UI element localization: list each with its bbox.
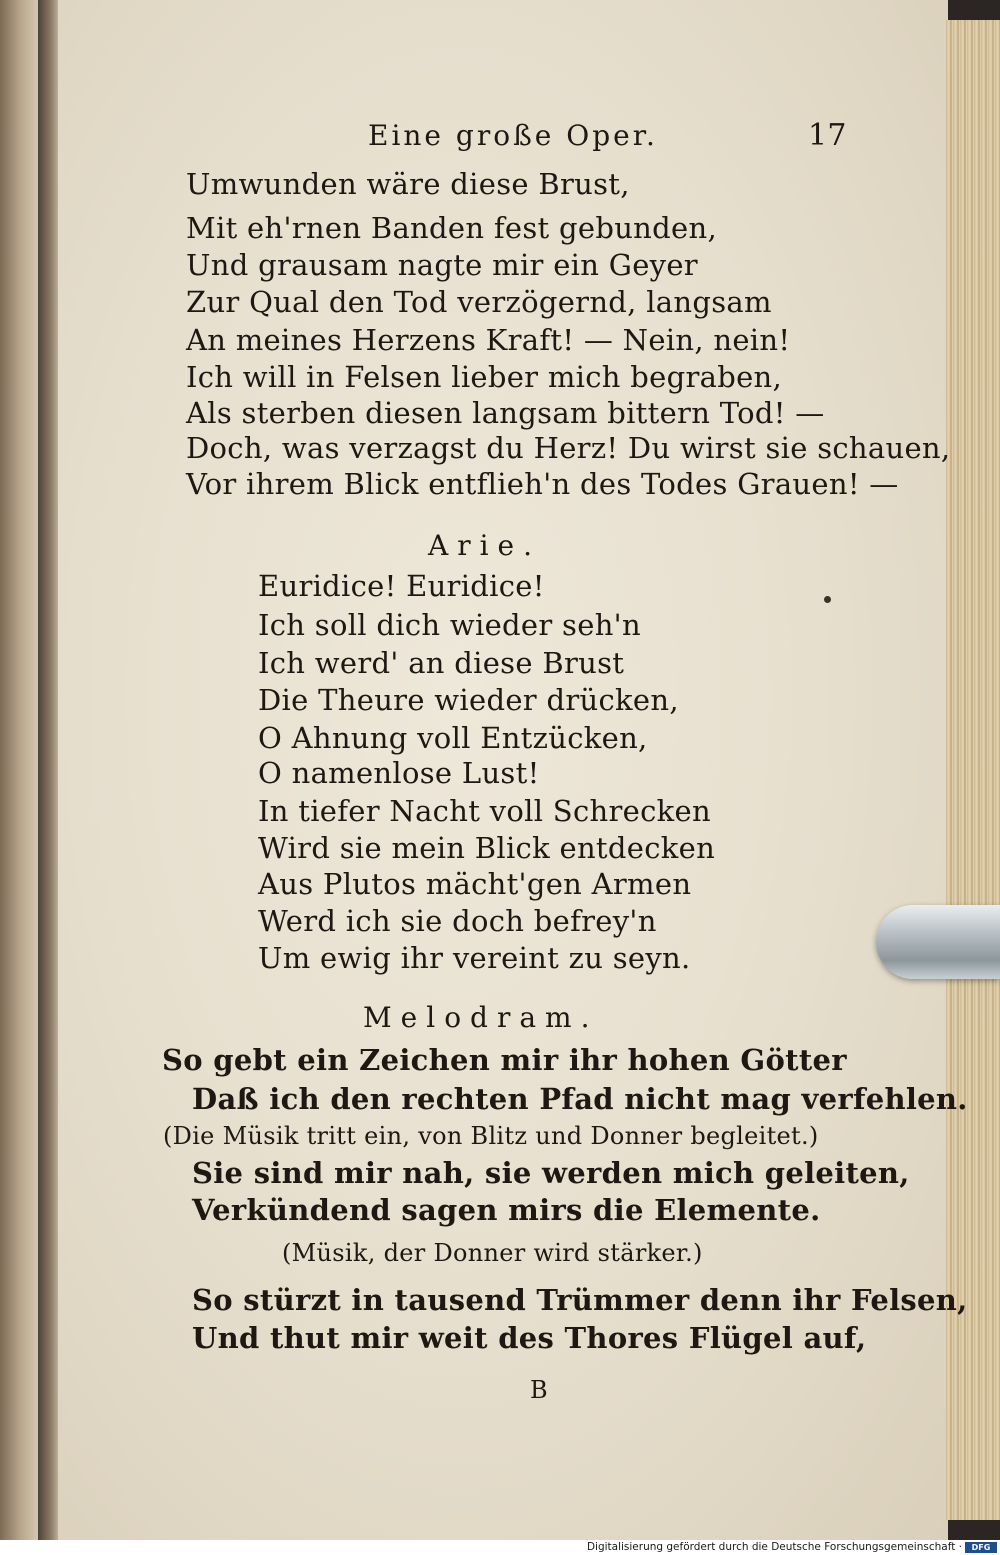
verse-line: Mit eh'rnen Banden fest gebunden, [186,211,717,245]
funding-credit: Digitalisierung gefördert durch die Deutsche Forschungsgemeinschaft · [586,1541,962,1553]
page-number: 17 [808,118,847,153]
verse-line: Aus Plutos mächt'gen Armen [258,867,692,901]
verse-line: So stürzt in tausend Trümmer denn ihr Felsen, [192,1283,968,1317]
ink-speck [824,596,831,603]
dfg-logo: DFG [965,1542,997,1553]
verse-line: Doch, was verzagst du Herz! Du wirst sie schauen, [186,431,951,465]
verse-line: Sie sind mir nah, sie werden mich geleiten, [192,1156,910,1190]
verse-line: Umwunden wäre diese Brust, [186,167,630,201]
verse-line: O Ahnung voll Entzücken, [258,721,648,755]
verse-line: O namenlose Lust! [258,756,540,790]
page-clip [876,905,1000,979]
verse-line: So gebt ein Zeichen mir ihr hohen Götter [162,1043,847,1077]
verse-line: Verkündend sagen mirs die Elemente. [192,1193,821,1227]
signature-mark: B [530,1376,548,1404]
verse-line: Ich werd' an diese Brust [258,646,625,680]
verse-line: Und thut mir weit des Thores Flügel auf, [192,1321,867,1355]
verse-line: Wird sie mein Blick entdecken [258,831,716,865]
stage-direction: (Die Müsik tritt ein, von Blitz und Donner begleitet.) [163,1122,819,1150]
verse-line: Zur Qual den Tod verzögernd, langsam [186,285,772,319]
verse-line: Die Theure wieder drücken, [258,683,679,717]
aria-heading: Arie. [428,529,542,562]
verse-line: Und grausam nagte mir ein Geyer [186,248,698,282]
verse-line: In tiefer Nacht voll Schrecken [258,794,711,828]
verse-line: Ich will in Felsen lieber mich begraben, [186,360,783,394]
running-header: Eine große Oper. [368,119,658,152]
verse-line: Euridice! Euridice! [258,569,545,603]
verse-line: Daß ich den rechten Pfad nicht mag verfehlen. [192,1082,968,1116]
verse-line: Ich soll dich wieder seh'n [258,608,641,642]
book-gutter [38,0,60,1540]
melodram-heading: Melodram. [363,1001,599,1034]
verse-line: Als sterben diesen langsam bittern Tod! — [186,396,825,430]
verse-line: Werd ich sie doch befrey'n [258,904,657,938]
verse-line: An meines Herzens Kraft! — Nein, nein! [186,323,791,357]
verse-line: Um ewig ihr vereint zu seyn. [258,941,691,975]
verse-line: Vor ihrem Blick entflieh'n des Todes Grauen! — [186,467,899,501]
stage-direction: (Müsik, der Donner wird stärker.) [282,1239,703,1267]
